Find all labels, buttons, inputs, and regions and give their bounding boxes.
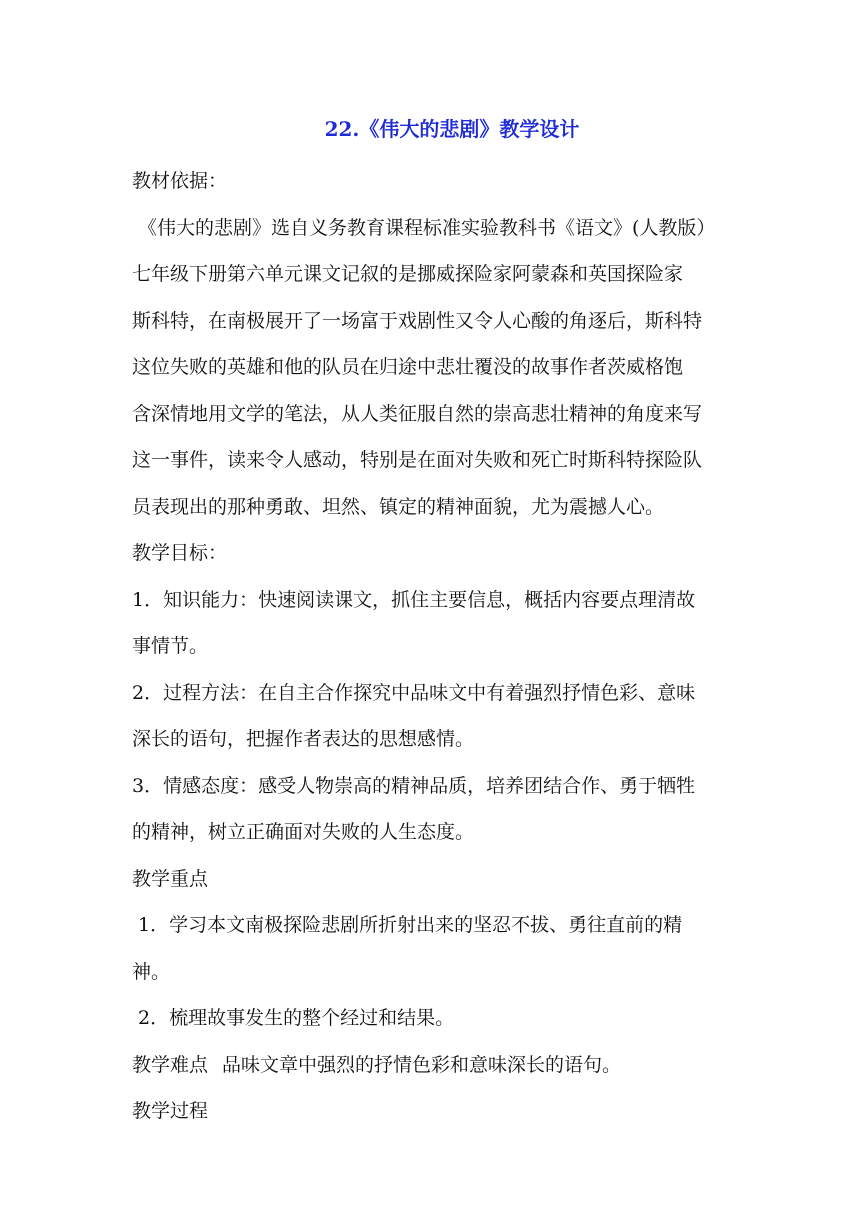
key-point-item	[132, 902, 732, 995]
basis-heading: 教材依据：	[132, 170, 228, 192]
goal-line: 3．情感态度：感受人物崇高的精神品质，培养团结合作、勇于牺牲	[132, 774, 696, 797]
basis-paragraph	[132, 205, 732, 531]
basis-line: 员表现出的那种勇敢、坦然、镇定的精神面貌，尤为震撼人心。	[132, 495, 665, 518]
key-point-line: 1．学习本文南极探险悲剧所折射出来的坚忍不拔、勇往直前的精	[138, 914, 683, 936]
key-point-line: 神。	[132, 960, 171, 983]
basis-line: 《伟大的悲剧》选自义务教育课程标准实验教科书《语文》(人教版）	[138, 216, 716, 239]
goal-line: 深长的语句，把握作者表达的思想感情。	[132, 728, 475, 750]
document-title: 22.《伟大的悲剧》教学设计	[324, 117, 580, 141]
basis-line: 这位失败的英雄和他的队员在归途中悲壮覆没的故事作者茨威格饱	[132, 356, 684, 378]
key-point-item	[132, 995, 732, 1042]
goal-item	[132, 577, 732, 670]
goals-heading: 教学目标：	[132, 542, 228, 564]
goal-line: 事情节。	[132, 635, 209, 657]
difficulty-text: 品味文章中强烈的抒情色彩和意味深长的语句。	[222, 1053, 622, 1076]
process-heading: 教学过程	[132, 1100, 209, 1122]
basis-line: 含深情地用文学的笔法，从人类征服自然的崇高悲壮精神的角度来写	[132, 402, 703, 425]
key-point-line: 2．梳理故事发生的整个经过和结果。	[138, 1007, 455, 1029]
key-heading: 教学重点	[132, 867, 209, 890]
document-body	[132, 112, 732, 1135]
difficulty-row	[132, 1042, 732, 1089]
basis-line: 七年级下册第六单元课文记叙的是挪威探险家阿蒙森和英国探险家	[132, 263, 684, 285]
goal-item	[132, 763, 732, 856]
goal-item	[132, 670, 732, 763]
basis-line: 斯科特，在南极展开了一场富于戏剧性又令人心酸的角逐后，斯科特	[132, 309, 703, 332]
goal-line: 2．过程方法：在自主合作探究中品味文中有着强烈抒情色彩、意味	[132, 681, 696, 704]
difficulty-heading: 教学难点	[132, 1053, 209, 1076]
goal-line: 的精神，树立正确面对失败的人生态度。	[132, 821, 475, 843]
goal-line: 1．知识能力：快速阅读课文，抓住主要信息，概括内容要点理清故	[132, 588, 696, 611]
basis-line: 这一事件，读来令人感动，特别是在面对失败和死亡时斯科特探险队	[132, 449, 703, 471]
